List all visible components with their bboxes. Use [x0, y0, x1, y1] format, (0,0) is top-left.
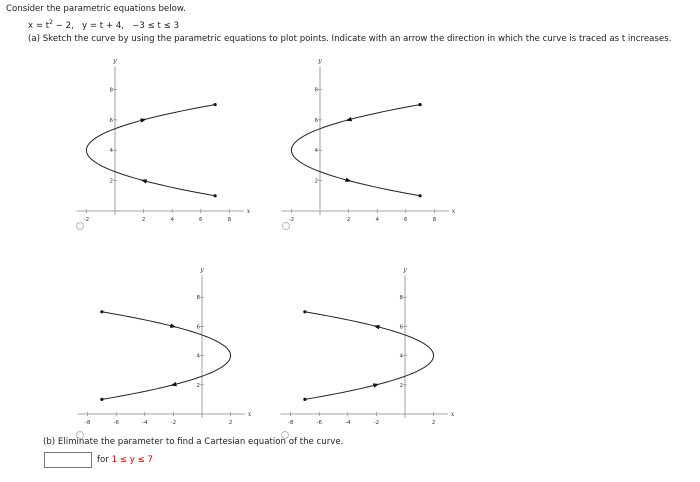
y-tick-label: 4: [109, 148, 113, 155]
direction-arrow-icon: [373, 325, 379, 329]
x-tick-label: -2: [170, 420, 177, 426]
x-tick-label: -4: [345, 420, 351, 426]
parametric-curve: [305, 312, 434, 400]
question-intro: Consider the parametric equations below.: [6, 4, 186, 14]
direction-arrow-icon: [345, 178, 351, 182]
parametric-equations: [28, 19, 179, 31]
x-tick-label: 2: [228, 420, 233, 426]
x-tick-label: 4: [375, 217, 379, 223]
y-equation: y = t + 4,: [82, 20, 125, 31]
parametric-curve: [102, 312, 231, 400]
y-tick-label: 2: [314, 178, 318, 185]
x-tick-label: 2: [346, 217, 351, 223]
x-axis-label: x: [450, 411, 455, 418]
x-tick-label: 2: [141, 217, 146, 223]
y-tick-label: 8: [196, 295, 200, 302]
radio-option-b[interactable]: [282, 222, 290, 230]
parametric-curve: [86, 105, 215, 196]
y-tick-label: 2: [109, 178, 113, 185]
parametric-curve: [291, 105, 420, 196]
graph-option-d[interactable]: [285, 252, 465, 432]
x-tick-label: 2: [431, 420, 436, 426]
curve-endpoint: [214, 103, 217, 106]
cartesian-equation-input[interactable]: [44, 452, 92, 468]
x-tick-label: 4: [170, 217, 174, 223]
y-tick-label: 8: [314, 87, 318, 94]
t-range: −3 ≤ t ≤ 3: [132, 20, 180, 31]
curve-endpoint: [214, 194, 217, 197]
y-tick-label: 4: [196, 353, 200, 360]
radio-option-a[interactable]: [76, 222, 84, 230]
curve-endpoint: [303, 310, 306, 313]
x-axis-label: x: [247, 411, 252, 418]
graph-option-b[interactable]: [285, 45, 465, 225]
y-axis-label: y: [403, 266, 407, 274]
y-tick-label: 6: [109, 117, 113, 124]
x-tick-label: -4: [142, 420, 148, 426]
curve-endpoint: [100, 398, 103, 401]
direction-arrow-icon: [170, 382, 176, 386]
y-tick-label: 8: [109, 87, 113, 94]
y-axis-label: y: [318, 57, 322, 65]
domain-label: [97, 455, 153, 465]
x-tick-label: -2: [288, 217, 295, 223]
x-axis-label: x: [246, 208, 251, 215]
y-tick-label: 2: [399, 382, 403, 389]
y-tick-label: 8: [399, 295, 403, 302]
domain-inequality: 1 ≤ y ≤ 7: [111, 455, 153, 465]
x-tick-label: 6: [404, 217, 408, 223]
x-tick-label: -8: [84, 420, 91, 426]
y-tick-label: 6: [196, 324, 200, 331]
direction-arrow-icon: [170, 323, 176, 327]
direction-arrow-icon: [373, 383, 379, 387]
x-axis-label: x: [451, 208, 456, 215]
curve-endpoint: [303, 398, 306, 401]
x-tick-label: -8: [287, 420, 294, 426]
y-tick-label: 2: [196, 382, 200, 389]
for-text: for: [97, 455, 109, 465]
x-tick-label: 6: [199, 217, 203, 223]
x-tick-label: -2: [83, 217, 90, 223]
x-tick-label: -6: [316, 420, 322, 426]
y-tick-label: 6: [314, 117, 318, 124]
y-tick-label: 4: [314, 148, 318, 155]
curve-endpoint: [100, 310, 103, 313]
x-tick-label: 8: [227, 217, 232, 223]
direction-arrow-icon: [141, 179, 147, 183]
x-tick-label: -2: [373, 420, 380, 426]
y-axis-label: y: [200, 266, 204, 274]
y-tick-label: 4: [399, 353, 403, 360]
y-tick-label: 6: [399, 324, 403, 331]
x-tick-label: -6: [113, 420, 119, 426]
direction-arrow-icon: [140, 118, 146, 122]
x-tick-label: 8: [432, 217, 437, 223]
y-axis-label: y: [113, 57, 117, 65]
graph-option-a[interactable]: [80, 45, 260, 225]
direction-arrow-icon: [346, 117, 352, 121]
part-a-prompt: (a) Sketch the curve by using the parametric equations to plot points. Indicate with an arrow the direction in which the curve is traced as t increases.: [28, 34, 672, 44]
x-equation: $x = t^2 - 2$,: [28, 19, 74, 31]
graph-option-c[interactable]: [82, 252, 262, 432]
curve-endpoint: [419, 103, 422, 106]
curve-endpoint: [419, 194, 422, 197]
part-b-prompt: (b) Eliminate the parameter to find a Cartesian equation of the curve.: [43, 437, 344, 447]
